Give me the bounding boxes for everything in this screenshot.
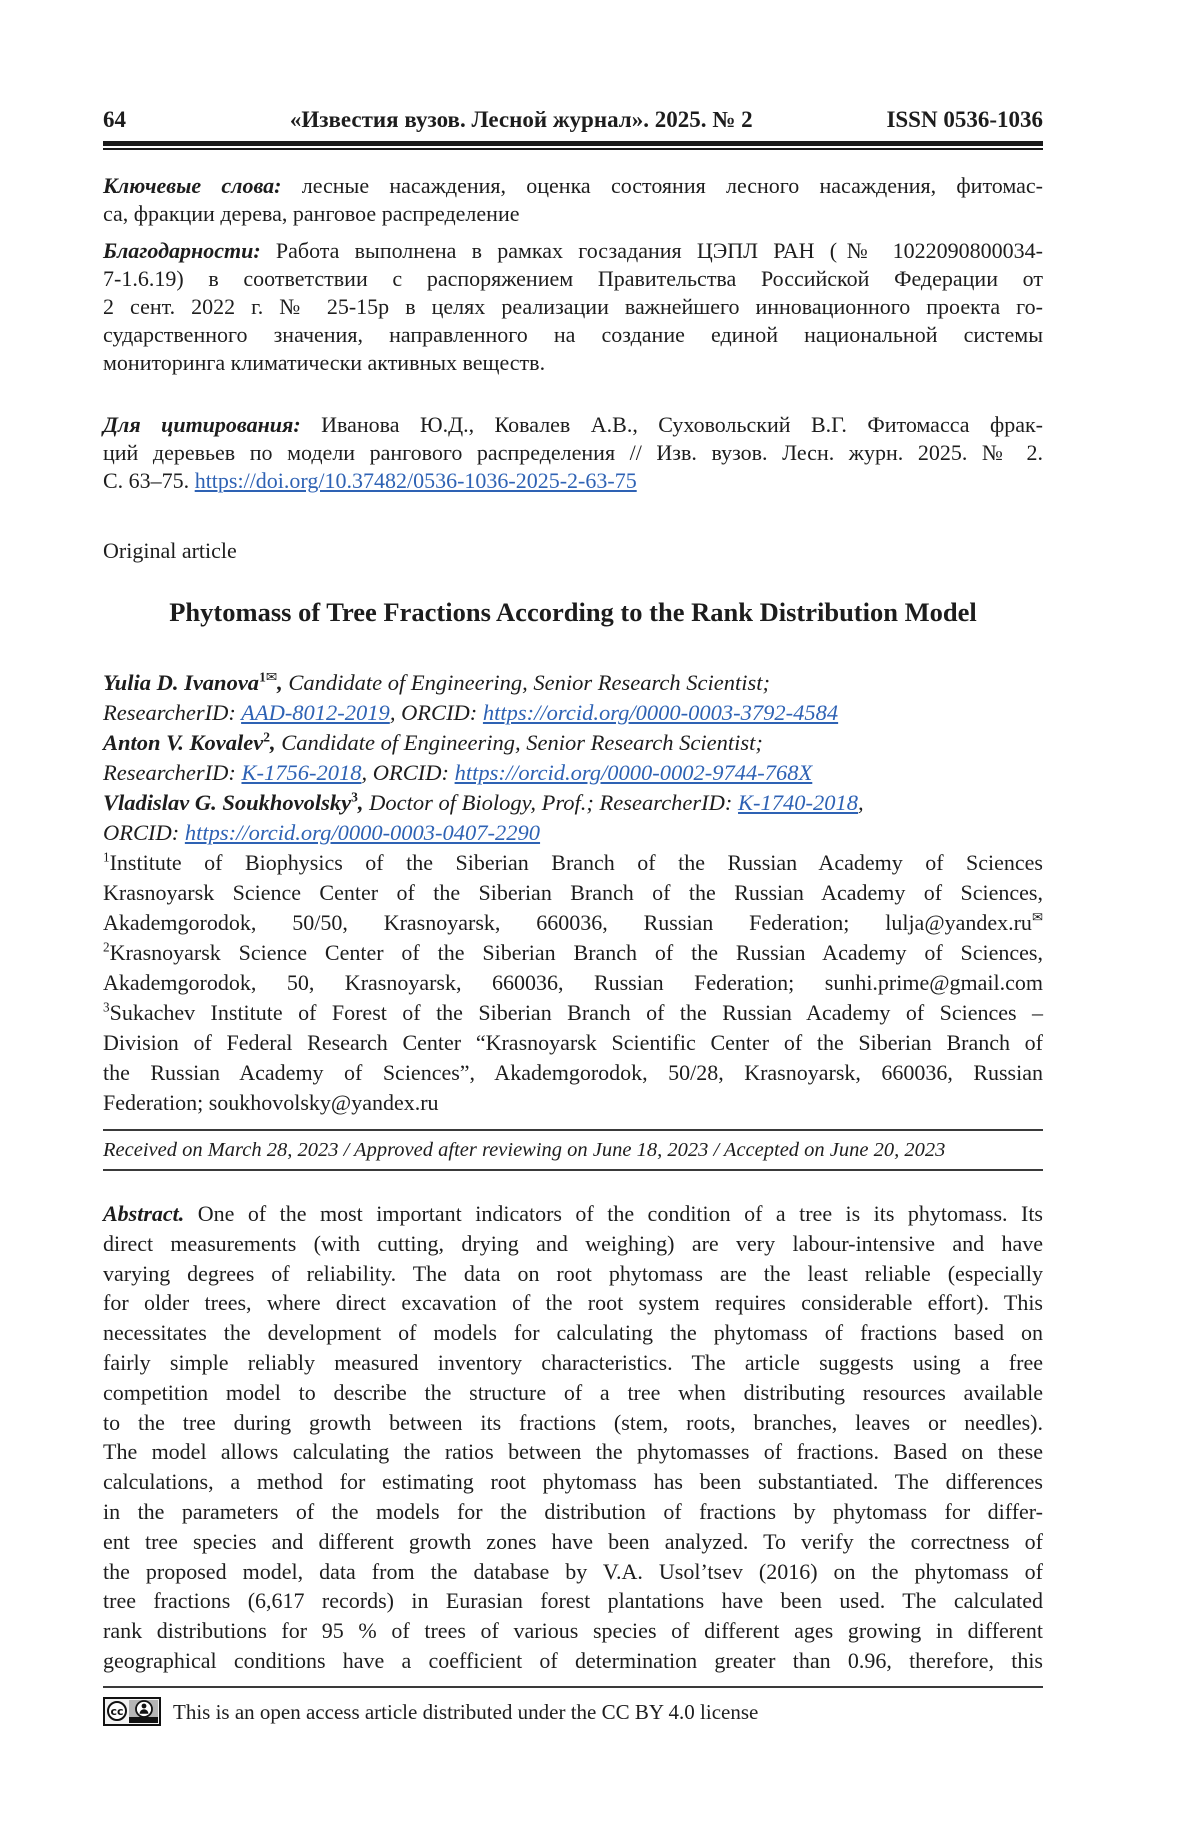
- text-line: [103, 698, 1043, 728]
- text-segment: the Russian Academy of Sciences”, Akademgorodok, 50/28, Krasnoyarsk, 660036, Russian: [103, 1060, 1043, 1085]
- text-segment: calculations, a method for estimating root phytomass has been substantiated. The differences: [103, 1469, 1043, 1495]
- footer-rule: [103, 1686, 1043, 1688]
- text-segment: the proposed model, data from the database by V.A. Usol’tsev (2016) on the phytomass of: [103, 1558, 1043, 1584]
- text-line: [103, 1437, 1043, 1467]
- received-block: [103, 1129, 1043, 1171]
- text-segment: Akademgorodok, 50/50, Krasnoyarsk, 660036, Russian Federation; lulja@yandex.ru: [103, 910, 1032, 935]
- hyperlink[interactable]: K-1740-2018: [738, 790, 859, 815]
- text-line: [103, 758, 1043, 788]
- page-number: 64: [103, 107, 126, 132]
- text-line: [103, 1288, 1043, 1318]
- text-segment: ,: [277, 670, 289, 695]
- text-line: [103, 1497, 1043, 1527]
- affiliations-block: [103, 848, 1043, 1118]
- text-segment: Institute of Biophysics of the Siberian Branch of the Russian Academy of Sciences: [109, 850, 1043, 875]
- text-line: [103, 938, 1043, 968]
- text-segment: 3: [103, 999, 110, 1015]
- text-segment: Candidate of Engineering, Senior Research Scientist;: [288, 670, 770, 695]
- text-line: [103, 878, 1043, 908]
- text-line: [103, 1028, 1043, 1058]
- text-line: [103, 1616, 1043, 1646]
- text-segment: Vladislav G. Soukhovolsky: [103, 790, 352, 815]
- text-line: [103, 1408, 1043, 1438]
- text-segment: for older trees, where direct excavation of the root system requires considerable effort). This: [103, 1290, 1043, 1316]
- text-line: [103, 1088, 1043, 1118]
- text-segment: Akademgorodok, 50, Krasnoyarsk, 660036, Russian Federation; sunhi.prime@gmail.com: [103, 970, 1043, 995]
- text-line: [103, 788, 1043, 818]
- text-line: [103, 1586, 1043, 1616]
- text-segment: Doctor of Biology, Prof.; ResearcherID:: [369, 790, 739, 815]
- text-segment: Krasnoyarsk Science Center of the Siberian Branch of the Russian Academy of Sciences,: [109, 940, 1043, 965]
- text-line: [103, 668, 1043, 698]
- hyperlink[interactable]: https://orcid.org/0000-0003-0407-2290: [184, 820, 541, 845]
- cc-by-license-icon: [103, 1697, 161, 1726]
- text-segment: ORCID:: [103, 820, 185, 845]
- text-line: [103, 439, 1043, 467]
- text-segment: Работа выполнена в рамках госзадания ЦЭПЛ РАН (№ 1022090800034-: [275, 238, 1043, 263]
- text-segment: Иванова Ю.Д., Ковалев А.В., Суховольский В.Г. Фитомасса фрак-: [321, 412, 1043, 437]
- text-line: [103, 200, 1043, 228]
- text-segment: , ORCID:: [361, 760, 455, 785]
- text-segment: лесные насаждения, оценка состояния лесного насаждения, фитомас-: [301, 173, 1043, 198]
- text-line: [103, 293, 1043, 321]
- article-type-block: [103, 537, 1043, 565]
- text-line: [103, 1259, 1043, 1289]
- citation-block: [103, 411, 1043, 495]
- issn: ISSN 0536-1036: [886, 107, 1043, 132]
- text-segment: ent tree species and different growth zones have been analyzed. To verify the correctness of: [103, 1528, 1043, 1554]
- hyperlink[interactable]: K-1756-2018: [241, 760, 362, 785]
- text-segment: ResearcherID:: [103, 760, 242, 785]
- text-segment: , ORCID:: [389, 700, 483, 725]
- text-segment: Krasnoyarsk Science Center of the Siberian Branch of the Russian Academy of Sciences,: [103, 880, 1043, 905]
- text-segment: 2: [103, 939, 110, 955]
- hyperlink[interactable]: https://orcid.org/0000-0002-9744-768X: [454, 760, 813, 785]
- text-segment: Abstract.: [103, 1201, 198, 1226]
- text-segment: necessitates the development of models for calculating the phytomass of fractions based on: [103, 1320, 1043, 1346]
- text-segment: rank distributions for 95 % of trees of various species of different ages growing in different: [103, 1618, 1043, 1644]
- text-line: [103, 1378, 1043, 1408]
- text-segment: The model allows calculating the ratios between the phytomasses of fractions. Based on these: [103, 1439, 1043, 1465]
- text-segment: ✉: [1031, 910, 1043, 926]
- text-segment: Original article: [103, 538, 237, 563]
- page-footer: [103, 1686, 1043, 1726]
- text-segment: competition model to describe the structure of a tree when distributing resources available: [103, 1379, 1043, 1405]
- text-line: [103, 908, 1043, 938]
- text-segment: сударственного значения, направленного на создание единой национальной системы: [103, 322, 1043, 347]
- text-segment: мониторинга климатически активных веществ.: [103, 350, 546, 375]
- text-segment: Благодарности:: [103, 238, 276, 263]
- text-line: [103, 237, 1043, 265]
- text-segment: Sukachev Institute of Forest of the Siberian Branch of the Russian Academy of Sciences –: [109, 1000, 1043, 1025]
- text-line: [103, 1527, 1043, 1557]
- abstract-block: [103, 1199, 1043, 1676]
- text-segment: Ключевые слова:: [103, 173, 302, 198]
- text-line: [103, 728, 1043, 758]
- text-line: [103, 848, 1043, 878]
- text-line: [103, 172, 1043, 200]
- text-line: [103, 1646, 1043, 1676]
- text-segment: 7-1.6.19) в соответствии с распоряжением Правительства Российской Федерации от: [103, 266, 1043, 291]
- text-line: [103, 1318, 1043, 1348]
- text-segment: tree fractions (6,617 records) in Eurasian forest plantations have been used. The calculated: [103, 1588, 1043, 1614]
- text-segment: 2: [263, 729, 270, 745]
- text-segment: ций деревьев по модели рангового распределения // Изв. вузов. Лесн. журн. 2025. № 2.: [103, 440, 1043, 465]
- text-segment: varying degrees of reliability. The data on root phytomass are the least reliable (especially: [103, 1260, 1043, 1286]
- text-segment: Federation; soukhovolsky@yandex.ru: [103, 1090, 439, 1115]
- header-rule: [103, 141, 1043, 150]
- text-segment: ✉: [265, 669, 278, 686]
- text-segment: geographical conditions have a coefficient of determination greater than 0.96, therefore, this: [103, 1647, 1043, 1673]
- text-segment: С. 63–75.: [103, 468, 195, 493]
- text-segment: Для цитирования:: [103, 412, 322, 437]
- journal-title: «Известия вузов. Лесной журнал». 2025. № 2: [289, 107, 753, 132]
- text-segment: in the parameters of the models for the distribution of fractions by phytomass for differ-: [103, 1498, 1043, 1524]
- license-text: This is an open access article distributed under the CC BY 4.0 license: [173, 1699, 759, 1724]
- text-segment: One of the most important indicators of the condition of a tree is its phytomass. Its: [197, 1201, 1043, 1226]
- text-line: [103, 595, 1043, 629]
- text-segment: ,: [357, 790, 370, 815]
- text-segment: 1: [103, 849, 110, 865]
- page-header: [103, 106, 1043, 134]
- text-segment: 3: [351, 789, 358, 805]
- text-line: [103, 265, 1043, 293]
- text-line: [103, 1557, 1043, 1587]
- text-line: [103, 1467, 1043, 1497]
- hyperlink[interactable]: https://orcid.org/0000-0003-3792-4584: [482, 700, 839, 725]
- text-segment: ,: [270, 730, 282, 755]
- text-line: [103, 411, 1043, 439]
- text-segment: direct measurements (with cutting, drying and weighing) are very labour-intensive and have: [103, 1230, 1043, 1256]
- title-block: [103, 595, 1043, 629]
- text-segment: Division of Federal Research Center “Krasnoyarsk Scientific Center of the Siberian Branch of: [103, 1030, 1043, 1055]
- text-line: [103, 1199, 1043, 1229]
- text-segment: Anton V. Kovalev: [103, 730, 264, 755]
- text-segment: to the tree during growth between its fractions (stem, roots, branches, leaves or needles).: [103, 1409, 1043, 1435]
- text-segment: 2 сент. 2022 г. № 25-15р в целях реализации важнейшего инновационного проекта го-: [103, 294, 1043, 319]
- text-segment: Yulia D. Ivanova: [103, 670, 260, 695]
- text-segment: Phytomass of Tree Fractions According to the Rank Distribution Model: [169, 597, 977, 627]
- text-line: [103, 1229, 1043, 1259]
- keywords-block: [103, 172, 1043, 228]
- text-line: [103, 349, 1043, 377]
- text-segment: Received on March 28, 2023 / Approved after reviewing on June 18, 2023 / Accepted on June 20, 2023: [103, 1139, 946, 1161]
- text-line: [103, 467, 1043, 495]
- hyperlink[interactable]: AAD-8012-2019: [241, 700, 390, 725]
- text-segment: са, фракции дерева, ранговое распределение: [103, 201, 520, 226]
- text-segment: 1: [259, 669, 266, 685]
- hyperlink[interactable]: https://doi.org/10.37482/0536-1036-2025-2-63-75: [194, 468, 637, 493]
- text-line: [103, 537, 1043, 565]
- text-line: [103, 1348, 1043, 1378]
- text-line: [103, 1138, 1043, 1163]
- license-row: [103, 1697, 1043, 1726]
- svg-text:cc: cc: [110, 1705, 124, 1718]
- text-line: [103, 998, 1043, 1028]
- text-segment: ResearcherID:: [103, 700, 242, 725]
- acknowledgments-block: [103, 237, 1043, 377]
- text-segment: Candidate of Engineering, Senior Research Scientist;: [281, 730, 763, 755]
- text-segment: ,: [858, 790, 864, 815]
- text-line: [103, 321, 1043, 349]
- article-body: [103, 172, 1043, 1676]
- text-segment: fairly simple reliably measured inventory characteristics. The article suggests using a free: [103, 1349, 1043, 1375]
- page-content: [103, 0, 1043, 1676]
- authors-block: [103, 668, 1043, 848]
- text-line: [103, 818, 1043, 848]
- text-line: [103, 968, 1043, 998]
- text-line: [103, 1058, 1043, 1088]
